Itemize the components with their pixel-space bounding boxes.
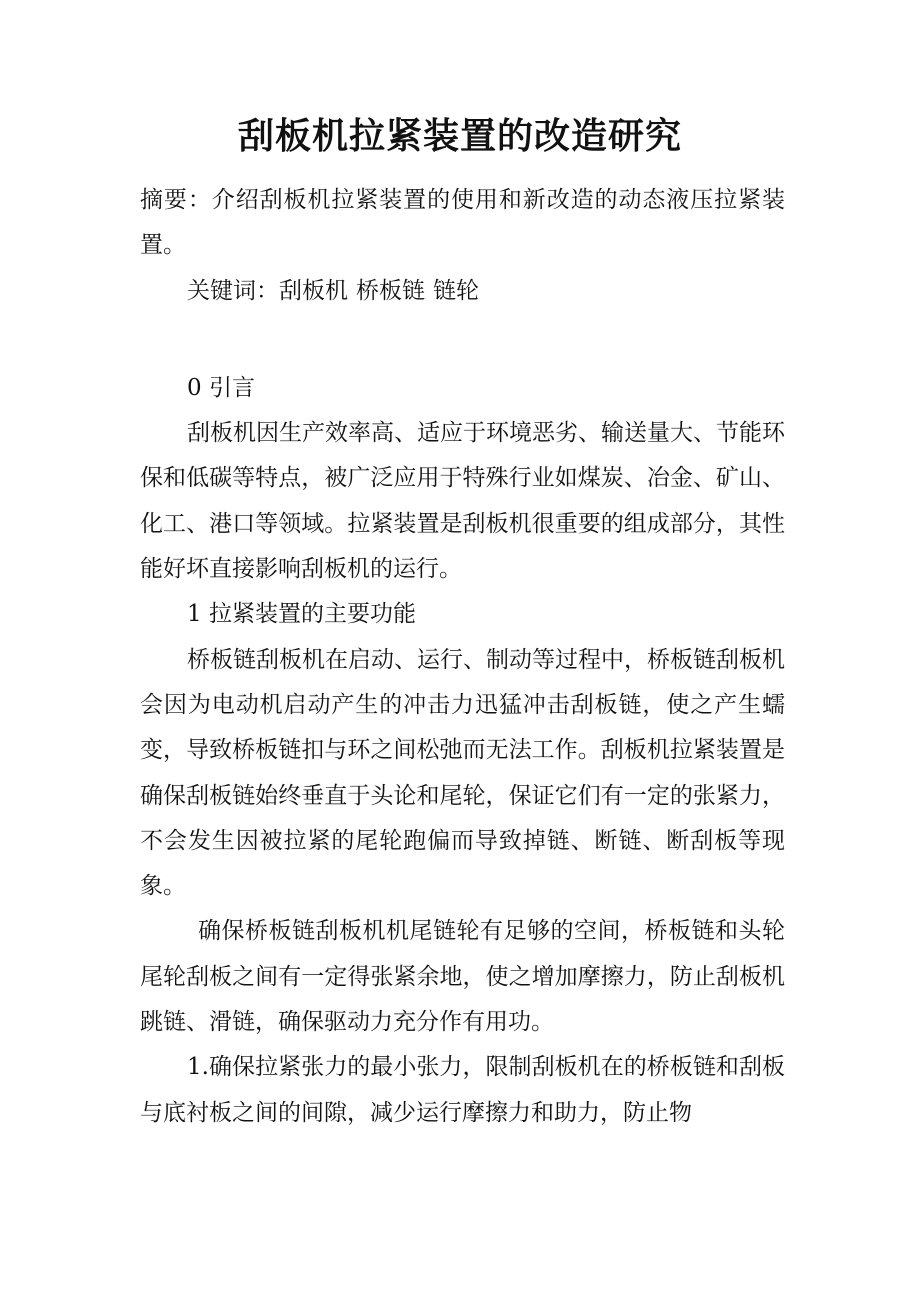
blank-line [140, 314, 785, 366]
document-body [140, 178, 785, 1136]
body-paragraph: 1.确保拉紧张力的最小张力，限制刮板机在的桥板链和刮板与底衬板之间的间隙，减少运行摩擦力和助力，防止物 [140, 1054, 785, 1126]
section-heading: 1 拉紧装置的主要功能 [187, 601, 416, 628]
keywords-line [140, 269, 785, 314]
keyword: 链轮 [433, 277, 479, 304]
document-title: 刮板机拉紧装置的改造研究 [237, 116, 682, 157]
body-paragraph: 桥板链刮板机在启动、运行、制动等过程中，桥板链刮板机会因为电动机启动产生的冲击力迅猛冲击刮板链，使之产生蠕变，导致桥板链扣与环之间松弛而无法工作。刮板机拉紧装置是确保刮板链始终垂直于头论和尾轮，保证它们有一定的张紧力，不会发生因被拉紧的尾轮跑偏而导致掉链、断链、断刮板等现象。 [140, 646, 785, 900]
abstract-paragraph: 摘要：介绍刮板机拉紧装置的使用和新改造的动态液压拉紧装置。 [140, 187, 785, 259]
section-heading: 0 引言 [187, 374, 255, 401]
keywords-label: 关键词： [187, 277, 279, 304]
keyword: 刮板机 [279, 277, 348, 304]
body-paragraph: 刮板机因生产效率高、适应于环境恶劣、输送量大、节能环保和低碳等特点，被广泛应用于特殊行业如煤炭、冶金、矿山、化工、港口等领域。拉紧装置是刮板机很重要的组成部分，其性能好坏直接影响刮板机的运行。 [140, 420, 785, 583]
keyword: 桥板链 [356, 277, 425, 304]
body-paragraph: 确保桥板链刮板机机尾链轮有足够的空间，桥板链和头轮尾轮刮板之间有一定得张紧余地，使之增加摩擦力，防止刮板机跳链、滑链，确保驱动力充分作有用功。 [140, 918, 785, 1036]
